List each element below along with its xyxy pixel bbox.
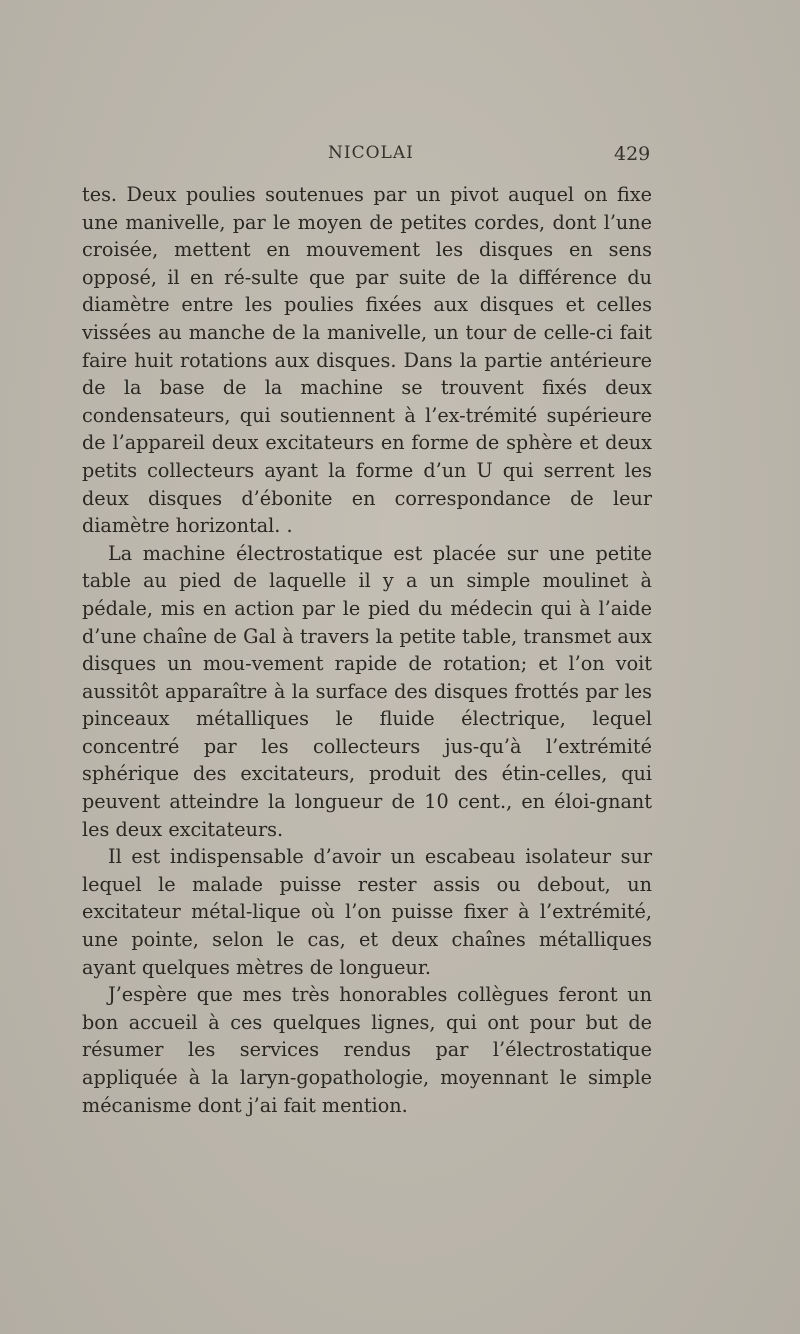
paragraph-insulating-stool: Il est indispensable d’avoir un escabeau isolateur sur lequel le malade puisse rester assis ou debout, un excitateur métal-lique où l’on puisse fixer à l’extrémité, une pointe, selon le cas, et deux chaînes métalliques ayant quelques mètres de longueur. bbox=[82, 845, 652, 979]
running-head bbox=[0, 143, 800, 167]
paragraph-conclusion: J’espère que mes très honorables collègues feront un bon accueil à ces quelques lignes, qui ont pour but de résumer les services rendus par l’électrostatique appliquée à la laryn-gopathologie, moyennant le simple mécanisme dont j’ai fait mention. bbox=[82, 983, 652, 1117]
paragraph-continuation: tes. Deux poulies soutenues par un pivot auquel on fixe une manivelle, par le moyen de petites cordes, dont l’une croisée, mettent en mouvement les disques en sens opposé, il en ré-sulte que par suite de la différence du diamètre entre les poulies fixées aux disques et celles vissées au manche de la manivelle, un tour de celle-ci fait faire huit rotations aux disques. Dans la partie antérieure de la base de la machine se trouvent fixés deux condensateurs, qui soutiennent à l’ex-trémité supérieure de l’appareil deux excitateurs en forme de sphère et deux petits collecteurs ayant la forme d’un U qui serrent les deux disques d’ébonite en correspondance de leur diamètre horizontal. . bbox=[82, 183, 652, 538]
paragraph-machine-table: La machine électrostatique est placée sur une petite table au pied de laquelle il y a un simple moulinet à pédale, mis en action par le pied du médecin qui à l’aide d’une chaîne de Gal à travers la petite table, transmet aux disques un mou-vement rapide de rotation; et l’on voit aussitôt apparaître à la surface des disques frottés par les pinceaux métalliques le fluide électrique, lequel concentré par les collecteurs jus-qu’à l’extrémité sphérique des excitateurs, produit des étin-celles, qui peuvent atteindre la longueur de 10 cent., en éloi-gnant les deux excitateurs. bbox=[82, 541, 652, 841]
body-text bbox=[82, 181, 652, 1119]
page-number: 429 bbox=[614, 143, 651, 165]
running-title: NICOLAI bbox=[328, 143, 414, 163]
